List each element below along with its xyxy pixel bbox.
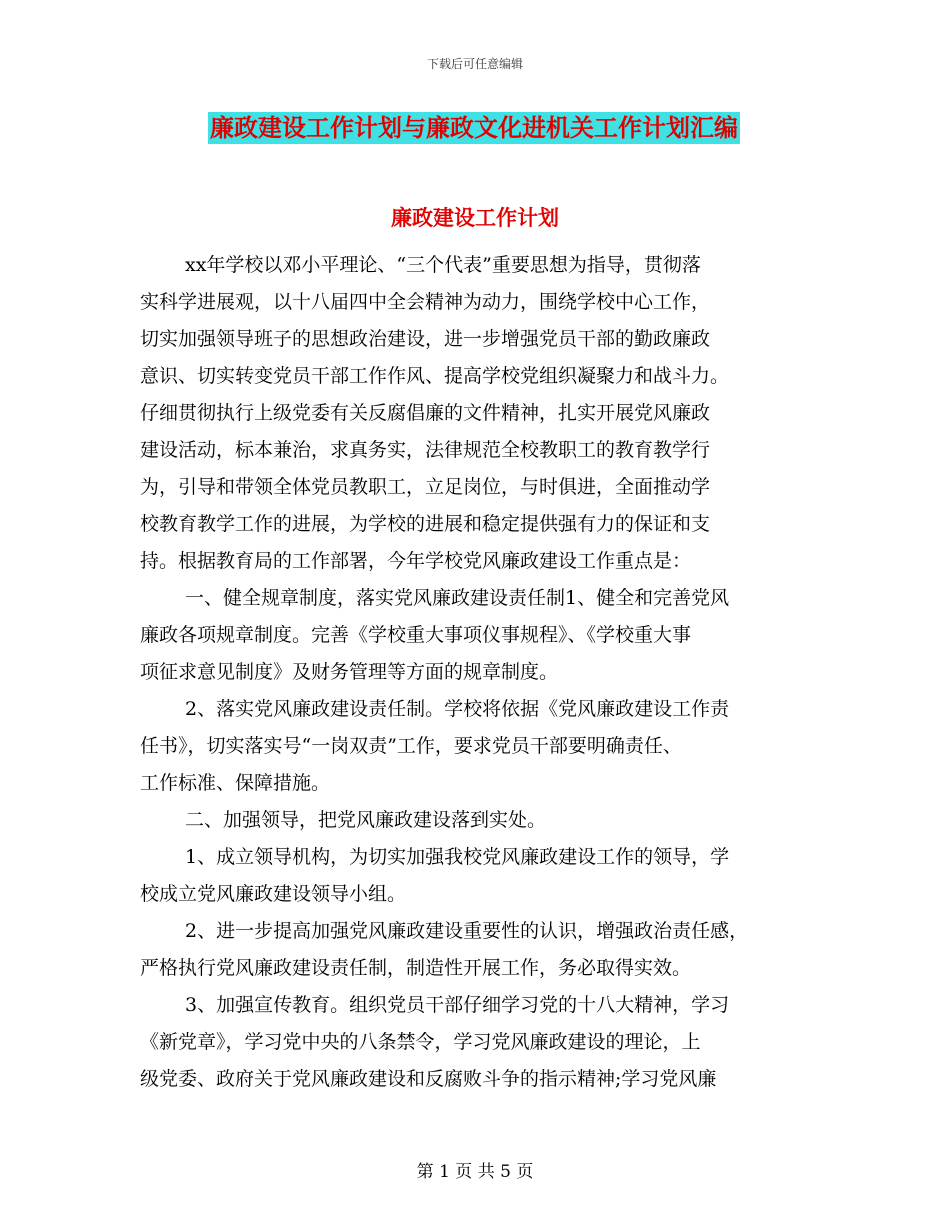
body-line: 意识、切实转变党员干部工作作风、提高学校党组织凝聚力和战斗力。 [140, 365, 730, 387]
body-line: 严格执行党风廉政建设责任制，制造性开展工作，务必取得实效。 [140, 957, 692, 979]
page-footer: 第 1 页 共 5 页 [416, 1162, 534, 1182]
body-line: xx年学校以邓小平理论、“三个代表”重要思想为指导，贯彻落 [185, 254, 701, 276]
body-line: 工作标准、保障措施。 [140, 772, 331, 794]
document-title: 廉政建设工作计划与廉政文化进机关工作计划汇编 [210, 114, 738, 142]
body-line: 仔细贯彻执行上级党委有关反腐倡廉的文件精神，扎实开展党风廉政 [140, 402, 711, 424]
section-title: 廉政建设工作计划 [391, 206, 559, 230]
body-line: 3、加强宣传教育。组织党员干部仔细学习党的十八大精神，学习 [185, 994, 730, 1016]
body-line: 级党委、政府关于党风廉政建设和反腐败斗争的指示精神;学习党风廉 [140, 1068, 717, 1090]
body-line: 二、加强领导，把党风廉政建设落到实处。 [185, 809, 547, 831]
body-line: 校成立党风廉政建设领导小组。 [140, 883, 407, 905]
body-line: 为，引导和带领全体党员教职工，立足岗位，与时俱进，全面推动学 [140, 476, 711, 498]
body-line: 任书》，切实落实号“一岗双责”工作，要求党员干部要明确责任、 [140, 735, 682, 757]
body-line: 持。根据教育局的工作部署，今年学校党风廉政建设工作重点是： [140, 550, 692, 572]
body-line: 廉政各项规章制度。完善《学校重大事项仪事规程》、《学校重大事 [140, 624, 692, 646]
body-line: 一、健全规章制度，落实党风廉政建设责任制1、健全和完善党风 [185, 587, 730, 609]
body-line: 校教育教学工作的进展，为学校的进展和稳定提供强有力的保证和支 [140, 513, 711, 535]
body-line: 《新党章》，学习党中央的八条禁令，学习党风廉政建设的理论，上 [140, 1031, 701, 1053]
body-line: 实科学进展观，以十八届四中全会精神为动力，围绕学校中心工作， [140, 291, 711, 313]
body-line: 1、成立领导机构，为切实加强我校党风廉政建设工作的领导，学 [185, 846, 730, 868]
body-line: 2、进一步提高加强党风廉政建设重要性的认识，增强政治责任感， [185, 920, 749, 942]
header-note: 下载后可任意编辑 [426, 57, 523, 71]
body-line: 项征求意见制度》及财务管理等方面的规章制度。 [140, 661, 559, 683]
body-line: 建设活动，标本兼治，求真务实，法律规范全校教职工的教育教学行 [140, 439, 711, 461]
body-line: 2、落实党风廉政建设责任制。学校将依据《党风廉政建设工作责 [185, 698, 730, 720]
body-line: 切实加强领导班子的思想政治建设，进一步增强党员干部的勤政廉政 [140, 328, 711, 350]
